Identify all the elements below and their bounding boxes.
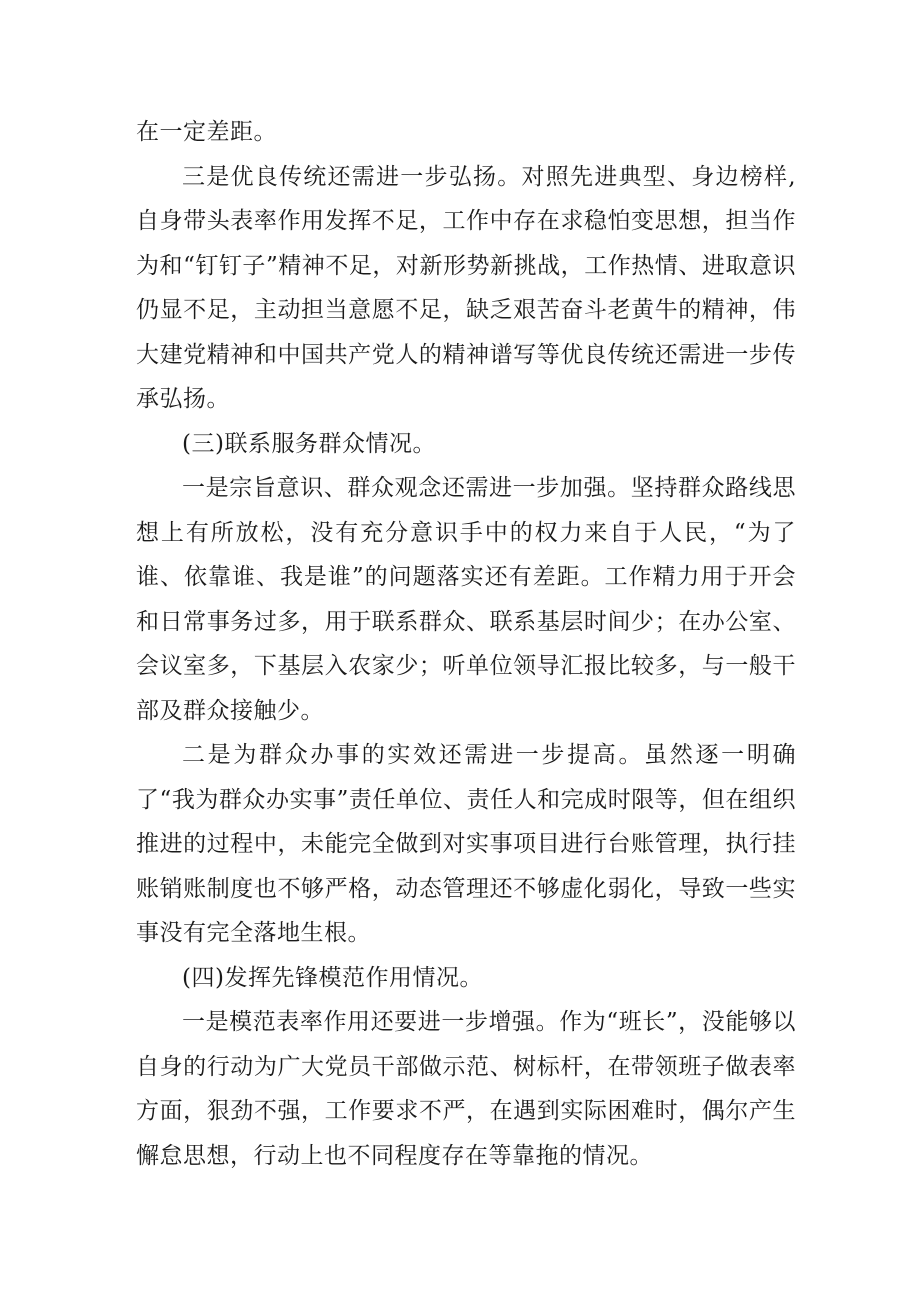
document-page [136,110,796,1178]
paragraph-exemplary-role: 一是模范表率作用还要进一步增强。作为“班长”，没能够以自身的行动为广大党员干部做示范、树标杆，在带领班子做表率方面，狠劲不强，工作要求不严，在遇到实际困难时，偶尔产生懈怠思想，行动上也不同程度存在等靠拖的情况。 [136,1009,796,1169]
paragraph-continuation: 在一定差距。 [136,119,277,145]
paragraph-service-results: 二是为群众办事的实效还需进一步提高。虽然逐一明确了“我为群众办实事”责任单位、责任人和完成时限等，但在组织推进的过程中，未能完全做到对实事项目进行台账管理，执行挂账销账制度也不够严格，动态管理还不够虚化弱化，导致一些实事没有完全落地生根。 [136,742,796,946]
paragraph-purpose-awareness: 一是宗旨意识、群众观念还需进一步加强。坚持群众路线思想上有所放松，没有充分意识手中的权力来自于人民，“为了谁、依靠谁、我是谁”的问题落实还有差距。工作精力用于开会和日常事务过多，用于联系群众、联系基层时间少；在办公室、会议室多，下基层入农家少；听单位领导汇报比较多，与一般干部及群众接触少。 [136,475,796,724]
section-heading-four: (四)发挥先锋模范作用情况。 [182,964,483,991]
paragraph-tradition: 三是优良传统还需进一步弘扬。对照先进典型、身边榜样,自身带头表率作用发挥不足，工作中存在求稳怕变思想，担当作为和“钉钉子”精神不足，对新形势新挑战，工作热情、进取意识仍显不足，主动担当意愿不足，缺乏艰苦奋斗老黄牛的精神，伟大建党精神和中国共产党人的精神谱写等优良传统还需进一步传承弘扬。 [136,163,796,412]
section-heading-three: (三)联系服务群众情况。 [182,430,436,457]
